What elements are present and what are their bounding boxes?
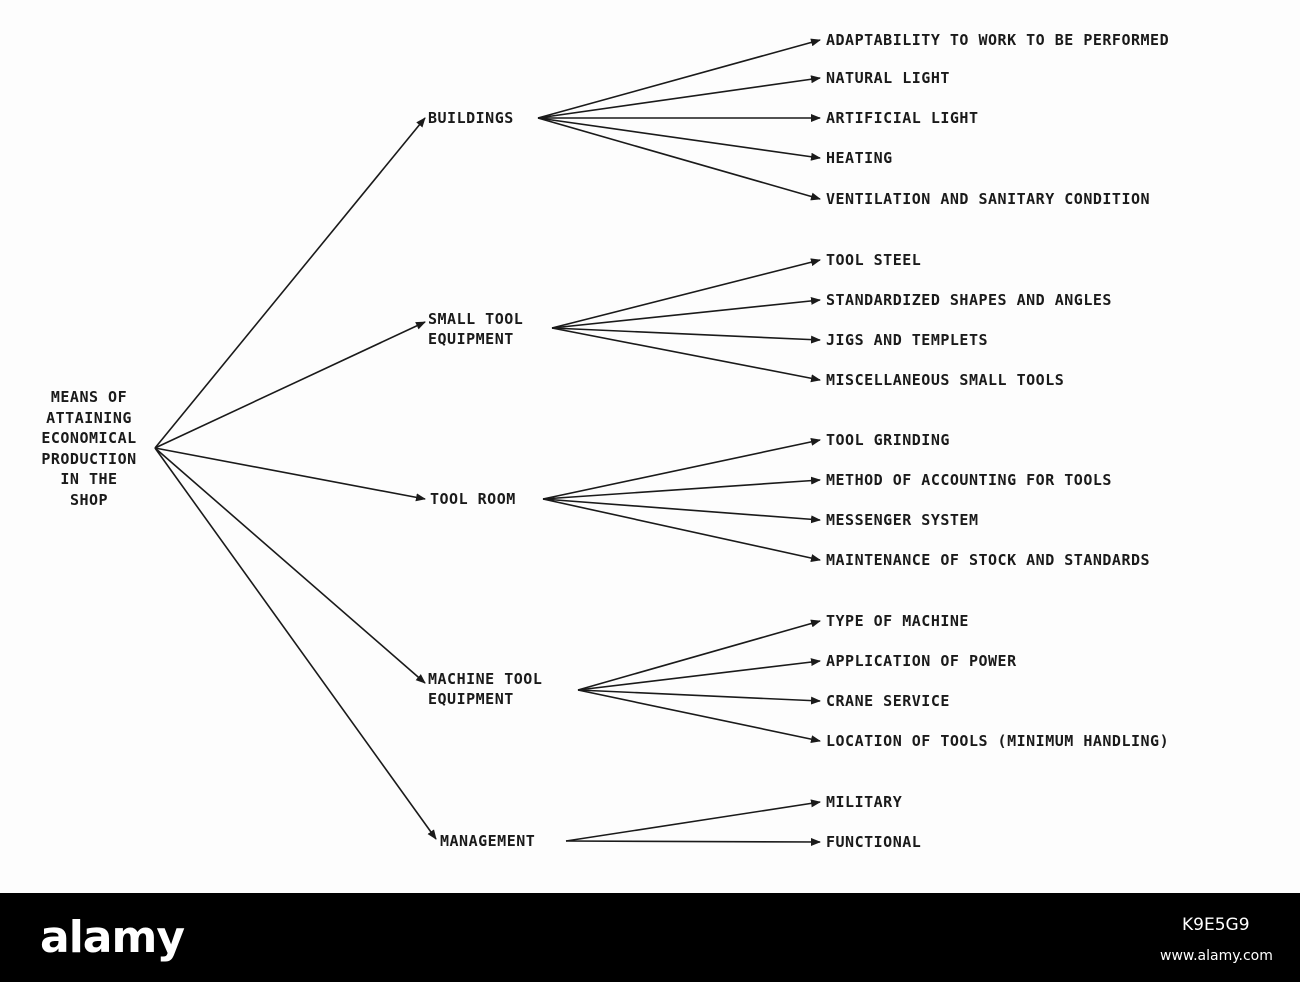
leaf-ventilation: VENTILATION AND SANITARY CONDITION <box>826 190 1151 208</box>
watermark-bar <box>0 893 1300 982</box>
leaf-jigs-templets: JIGS AND TEMPLETS <box>826 331 989 349</box>
leaf-arrow-0-1 <box>538 78 820 118</box>
leaf-arrow-3-0 <box>578 621 820 690</box>
root-label: MEANS OF ATTAINING ECONOMICAL PRODUCTION IN THE SHOP <box>41 388 137 509</box>
leaf-artificial-light: ARTIFICIAL LIGHT <box>826 109 979 127</box>
leaf-arrow-4-1 <box>566 841 820 842</box>
leaf-method-accounting: METHOD OF ACCOUNTING FOR TOOLS <box>826 471 1112 489</box>
leaf-crane-service: CRANE SERVICE <box>826 692 950 710</box>
leaf-arrow-3-3 <box>578 690 820 741</box>
leaf-maintenance-stock: MAINTENANCE OF STOCK AND STANDARDS <box>826 551 1151 569</box>
leaf-arrow-3-1 <box>578 661 820 690</box>
leaf-arrow-1-0 <box>552 260 820 328</box>
leaf-arrow-0-3 <box>538 118 820 158</box>
leaf-military: MILITARY <box>826 793 903 811</box>
leaf-application-power: APPLICATION OF POWER <box>826 652 1017 670</box>
leaf-messenger-system: MESSENGER SYSTEM <box>826 511 979 529</box>
leaf-adaptability: ADAPTABILITY TO WORK TO BE PERFORMED <box>826 31 1170 49</box>
leaf-functional: FUNCTIONAL <box>826 833 922 851</box>
leaf-arrow-2-2 <box>543 499 820 520</box>
leaf-arrow-2-3 <box>543 499 820 560</box>
root-arrow-3 <box>155 448 425 683</box>
leaf-tool-steel: TOOL STEEL <box>826 251 922 269</box>
branch-label-tool-room: TOOL ROOM <box>430 490 516 508</box>
leaf-location-tools: LOCATION OF TOOLS (MINIMUM HANDLING) <box>826 732 1170 750</box>
watermark-image-id: K9E5G9 <box>1182 915 1250 935</box>
leaf-arrow-0-4 <box>538 118 820 199</box>
root-arrow-0 <box>155 118 425 448</box>
branch-label-small-tool-equipment: SMALL TOOL EQUIPMENT <box>428 310 524 348</box>
leaf-heating: HEATING <box>826 149 893 167</box>
branch-label-machine-tool-equipment: MACHINE TOOL EQUIPMENT <box>428 670 543 708</box>
leaf-type-of-machine: TYPE OF MACHINE <box>826 612 969 630</box>
leaf-arrow-1-1 <box>552 300 820 328</box>
leaf-tool-grinding: TOOL GRINDING <box>826 431 950 449</box>
watermark-url: www.alamy.com <box>1160 948 1273 964</box>
root-arrow-2 <box>155 448 425 499</box>
leaf-misc-small-tools: MISCELLANEOUS SMALL TOOLS <box>826 371 1065 389</box>
root-arrow-1 <box>155 322 425 448</box>
branch-label-management: MANAGEMENT <box>440 832 536 850</box>
root-arrow-4 <box>155 448 436 839</box>
leaf-natural-light: NATURAL LIGHT <box>826 69 950 87</box>
leaf-arrow-3-2 <box>578 690 820 701</box>
leaf-standardized-shapes: STANDARDIZED SHAPES AND ANGLES <box>826 291 1112 309</box>
leaf-arrow-1-2 <box>552 328 820 340</box>
leaf-arrow-4-0 <box>566 802 820 841</box>
branch-label-buildings: BUILDINGS <box>428 109 514 127</box>
leaf-arrow-1-3 <box>552 328 820 380</box>
watermark-logo: alamy <box>40 912 184 963</box>
leaf-arrow-0-0 <box>538 40 820 118</box>
